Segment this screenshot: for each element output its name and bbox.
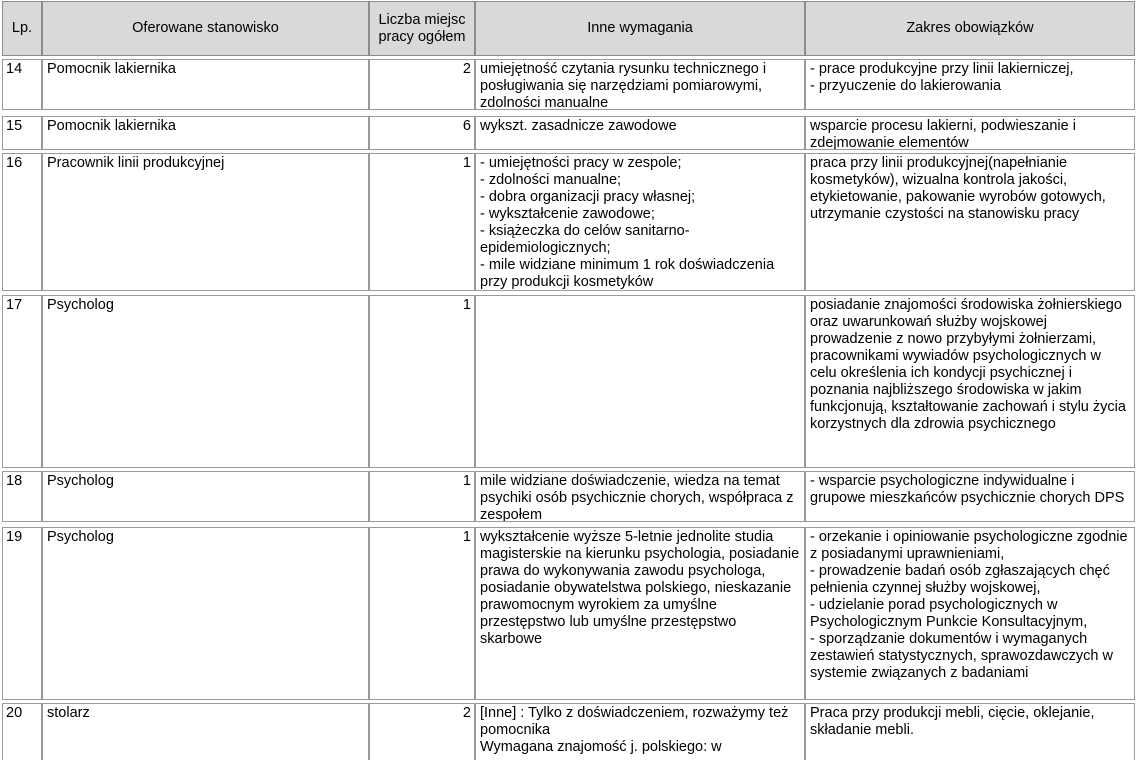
header-duties xyxy=(805,1,1135,56)
requirements-text: mile widziane doświadczenie, wiedza na temat psychiki osób psychicznie chorych, współpraca z zespołem xyxy=(475,471,805,522)
row-number: 15 xyxy=(2,116,42,150)
places-count: 2 xyxy=(369,703,475,760)
position-name: Psycholog xyxy=(42,471,369,522)
duties-text: Praca przy produkcji mebli, cięcie, oklejanie, składanie mebli. xyxy=(805,703,1135,760)
header-position xyxy=(42,1,369,56)
places-count: 1 xyxy=(369,153,475,291)
position-name: Pomocnik lakiernika xyxy=(42,116,369,150)
places-count: 1 xyxy=(369,471,475,522)
position-name: stolarz xyxy=(42,703,369,760)
header-places xyxy=(369,1,475,56)
header-lp xyxy=(2,1,42,56)
duties-text: posiadanie znajomości środowiska żołnierskiego oraz uwarunkowań służby wojskowej prowadzenie z nowo przybyłymi żołnierzami, pracownikami wywiadów psychologicznych w celu określenia ich kondycji psychicznej i poznania najbliższego środowiska w jakim funkcjonują, kształtowanie zachowań i stylu życia korzystnych dla zdrowia psychicznego xyxy=(805,295,1135,468)
row-number: 20 xyxy=(2,703,42,760)
position-name: Pracownik linii produkcyjnej xyxy=(42,153,369,291)
requirements-text: wykszt. zasadnicze zawodowe xyxy=(475,116,805,150)
row-number: 17 xyxy=(2,295,42,468)
header-places-label: Liczba miejsc pracy ogółem xyxy=(378,11,466,45)
requirements-text: - umiejętności pracy w zespole; - zdolności manualne; - dobra organizacji pracy własnej; - wykształcenie zawodowe; - książeczka do celów sanitarno-epidemiologicznych; - mile widziane minimum 1 rok doświadczenia przy produkcji kosmetyków xyxy=(475,153,805,291)
row-number: 18 xyxy=(2,471,42,522)
requirements-text: [Inne] : Tylko z doświadczeniem, rozważymy też pomocnika Wymagana znajomość j. polskiego: w xyxy=(475,703,805,760)
duties-text: - wsparcie psychologiczne indywidualne i grupowe mieszkańców psychicznie chorych DPS xyxy=(805,471,1135,522)
row-number: 16 xyxy=(2,153,42,291)
row-number: 19 xyxy=(2,527,42,700)
header-duties-label: Zakres obowiązków xyxy=(906,20,1034,36)
requirements-text: wykształcenie wyższe 5-letnie jednolite studia magisterskie na kierunku psychologia, posiadanie prawa do wykonywania zawodu psychologa, posiadanie obywatelstwa polskiego, nieskazanie prawomocnym wyrokiem za umyślne przestępstwo lub umyślne przestępstwo skarbowe xyxy=(475,527,805,700)
header-requirements-label: Inne wymagania xyxy=(587,20,693,36)
places-count: 2 xyxy=(369,59,475,110)
header-requirements xyxy=(475,1,805,56)
duties-text: - orzekanie i opiniowanie psychologiczne zgodnie z posiadanymi uprawnieniami, - prowadzenie badań osób zgłaszających chęć pełnienia czynnej służby wojskowej, - udzielanie porad psychologicznych w Psychologicznym Punkcie Konsultacyjnym, - sporządzanie dokumentów i wymaganych zestawień statystycznych, sprawozdawczych w systemie związanych z badaniami xyxy=(805,527,1135,700)
row-number: 14 xyxy=(2,59,42,110)
places-count: 6 xyxy=(369,116,475,150)
position-name: Psycholog xyxy=(42,527,369,700)
requirements-text: umiejętność czytania rysunku technicznego i posługiwania się narzędziami pomiarowymi, zdolności manualne xyxy=(475,59,805,110)
position-name: Pomocnik lakiernika xyxy=(42,59,369,110)
requirements-text xyxy=(475,295,805,468)
places-count: 1 xyxy=(369,527,475,700)
duties-text: - prace produkcyjne przy linii lakierniczej, - przyuczenie do lakierowania xyxy=(805,59,1135,110)
places-count: 1 xyxy=(369,295,475,468)
header-position-label: Oferowane stanowisko xyxy=(132,20,279,36)
header-lp-label: Lp. xyxy=(11,20,33,36)
duties-text: wsparcie procesu lakierni, podwieszanie i zdejmowanie elementów xyxy=(805,116,1135,150)
position-name: Psycholog xyxy=(42,295,369,468)
duties-text: praca przy linii produkcyjnej(napełnianie kosmetyków), wizualna kontrola jakości, etykietowanie, pakowanie wyrobów gotowych, utrzymanie czystości na stanowisku pracy xyxy=(805,153,1135,291)
